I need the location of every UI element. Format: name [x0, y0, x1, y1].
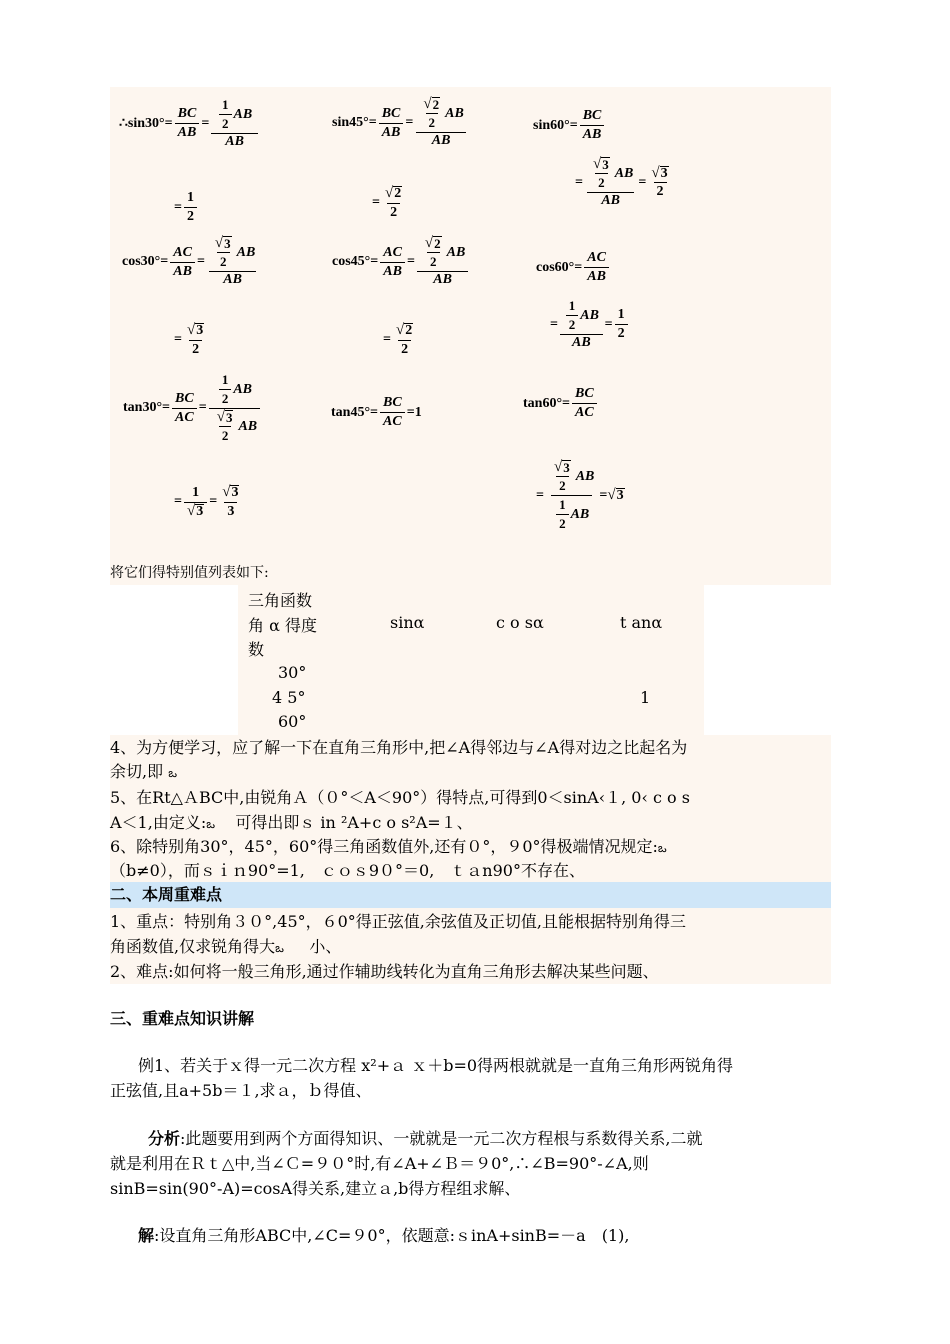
row-45: 4 5° [272, 688, 306, 707]
tan30-derivation: tan30° = $\frac{BC}{AC}$ = $\frac{1}{2}$ AB √ 3 2 AB [123, 372, 262, 444]
analysis-line3: sinB=sin(90°-A)=cosA得关系,建立ａ,b得方程组求解、 [110, 1179, 521, 1198]
analysis-label: 分析 [148, 1129, 181, 1148]
para4-line1: 4、为方便学习，应了解一下在直角三角形中,把∠A得邻边与∠A得对边之比起名为 [110, 738, 688, 757]
analysis-line1: 分析:此题要用到两个方面得知识、一就就是一元二次方程根与系数得关系,二就 [148, 1129, 703, 1148]
cos45-derivation: cos45° = $\frac{AC}{AB}$ = √ 2 2 AB AB [332, 236, 470, 288]
cos60-derivation: cos60° = $\frac{AC}{AB}$ [536, 250, 611, 285]
cos30-result: = √ 3 2 [174, 322, 204, 357]
tan30-result: = 1 √ 3 = √ 3 3 [174, 484, 239, 519]
example1-line1: 例1、若关于ｘ得一元二次方程 x²+ａ ｘ＋b=0得两根就就是一直角三角形两锐角得 [138, 1056, 734, 1075]
col-tan: t anα [620, 613, 663, 632]
tan60-result: = √ 3 2 AB $\frac{1}{2}$ AB = √ 3 [536, 459, 624, 531]
para5-line2: A＜1,由定义:ఒ 可得出即ｓ in ²A+c o s²A=１、 [110, 813, 473, 832]
formula-image-icon: ఒ [275, 941, 284, 955]
list-intro: 将它们得特别值列表如下: [110, 565, 269, 581]
section3-heading: 三、重难点知识讲解 [110, 1009, 255, 1028]
cos45-result: = √ 2 2 [383, 322, 413, 357]
section2-heading: 二、本周重难点 [110, 885, 223, 904]
sin30-result: = $\frac{1}{2}$ [174, 190, 199, 225]
row-60: 60° [278, 712, 307, 731]
formula-image-icon: ఒ [657, 841, 667, 855]
cos30-derivation: cos30° = $\frac{AC}{AB}$ = √ 3 2 AB AB [122, 235, 256, 287]
sec2-line1: 1、重点：特别角３０°,45°，６0°得正弦值,余弦值及正切值,且能根据特别角得三 [110, 912, 686, 931]
sin60-result: = √ 3 2 AB AB = √ 3 2 [575, 156, 668, 208]
example1-line2: 正弦值,且a+5b＝１,求ａ，ｂ得值、 [110, 1081, 372, 1100]
para6-line2: （b≠0），而ｓｉｎ90°=1, ｃｏｓ9０°＝0, ｔａn90°不存在、 [110, 861, 585, 880]
col-cos: c o sα [496, 613, 544, 632]
cos60-result: = $\frac{1}{2}$ AB AB = $\frac{1}{2}$ [550, 298, 630, 351]
sin30-derivation: ∴sin30° = $\frac{BC}{AB}$ = $\frac{1}{2}$ AB AB [119, 97, 260, 150]
formula-image-icon: ఒ [168, 766, 177, 780]
func-label: ∴sin30° [119, 116, 165, 131]
para6-line1: 6、除特别角30°，45°，60°得三角函数值外,还有０°，９0°得极端情况规定:ఒ [110, 837, 667, 856]
col-sin: sinα [390, 613, 425, 632]
row-30: 30° [278, 663, 307, 682]
tan60-derivation: tan60° = $\frac{BC}{AC}$ [523, 386, 599, 421]
analysis-line2: 就是利用在Ｒｔ△中,当∠Ｃ=９０°时,有∠A+∠Ｂ＝９0°,∴∠B=90°-∠A,则 [110, 1154, 649, 1173]
formula-image-icon: ఒ [206, 817, 215, 831]
table-header-line3: 数 [248, 640, 265, 659]
tan45-value: 1 [640, 688, 651, 707]
solution-label: 解 [138, 1226, 155, 1245]
sec2-line3: 2、难点:如何将一般三角形,通过作辅助线转化为直角三角形去解决某些问题、 [110, 962, 659, 981]
solution-line1: 解:设直角三角形ABC中,∠C=９0°，依题意:ｓinA+sinB=－a (1), [138, 1226, 630, 1245]
table-header-line1: 三角函数 [248, 591, 313, 610]
sin45-result: = √ 2 2 [372, 185, 402, 220]
sin60-derivation: sin60° = $\frac{BC}{AB}$ [533, 108, 606, 143]
sin45-derivation: sin45° = $\frac{BC}{AB}$ = √ 2 2 AB AB [332, 97, 469, 149]
para4-line2: 余切,即 ఒ [110, 762, 177, 781]
sec2-line2: 角函数值,仅求锐角得大ఒ 小、 [110, 937, 342, 956]
para5-line1: 5、在Rt△ＡBC中,由锐角Ａ（０°＜A＜90°）得特点,可得到0＜sinA‹１, 0‹ c o s [110, 788, 690, 807]
tan45-derivation: tan45° = $\frac{BC}{AC}$ = 1 [331, 395, 422, 429]
table-header-line2: 角 α 得度 [248, 616, 317, 635]
